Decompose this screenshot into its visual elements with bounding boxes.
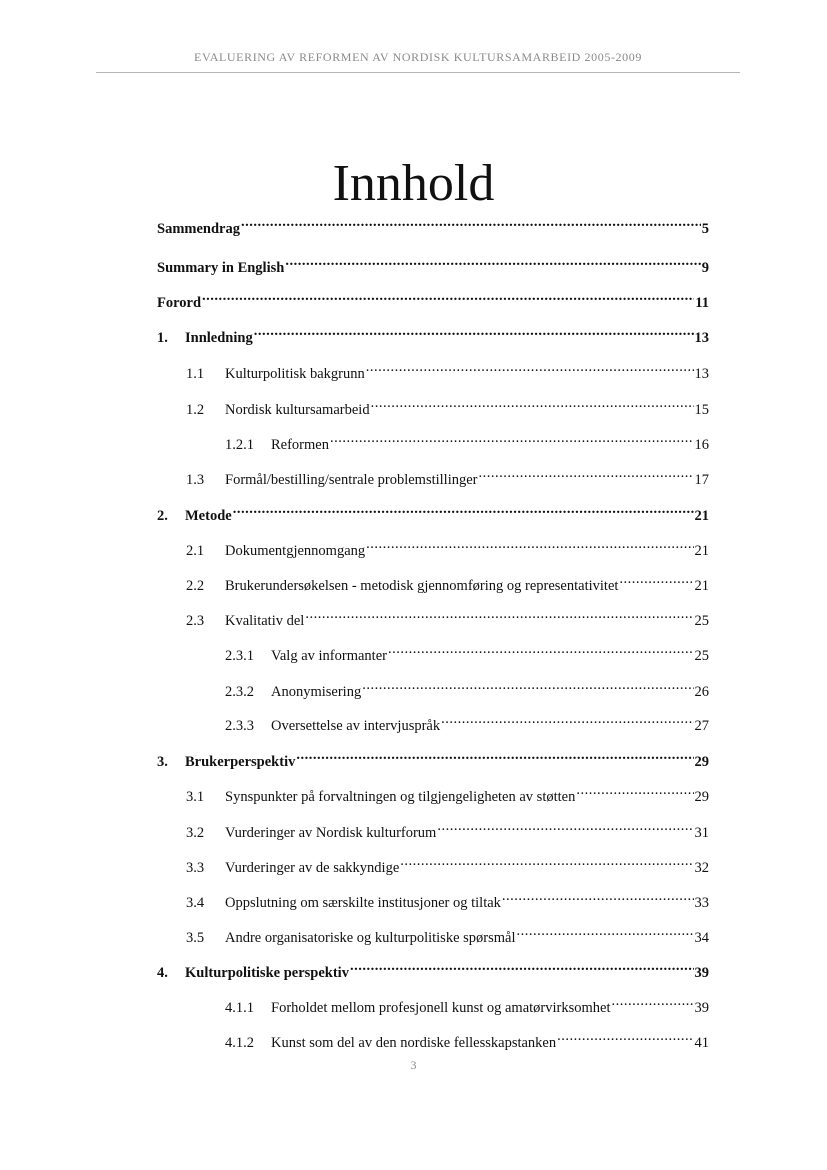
- toc-entry-title: Kvalitativ del: [225, 613, 305, 629]
- toc-dot-leader: [362, 674, 693, 696]
- toc-entry-title: Vurderinger av de sakkyndige: [225, 860, 400, 876]
- toc-entry-3-2[interactable]: [186, 815, 709, 841]
- toc-entry-page: 15: [694, 402, 709, 418]
- toc-entry-page: 25: [694, 648, 709, 664]
- toc-entry-number: 1.1: [186, 366, 205, 382]
- toc-entry-title: Forord: [157, 295, 202, 311]
- toc-entry-page: 29: [694, 789, 709, 805]
- toc-dot-leader: [366, 356, 694, 378]
- toc-entry-title: Vurderinger av Nordisk kulturforum: [225, 825, 437, 841]
- toc-entry-page: 39: [694, 965, 709, 981]
- toc-dot-leader: [400, 850, 693, 872]
- toc-entry-number: 1.2.1: [225, 437, 254, 453]
- toc-entry-2-3[interactable]: [186, 603, 709, 629]
- toc-entry-3-3[interactable]: [186, 850, 709, 876]
- toc-entry-2-1[interactable]: [186, 533, 709, 559]
- toc-entry-page: 11: [695, 295, 709, 311]
- toc-entry-title: Kulturpolitisk bakgrunn: [225, 366, 365, 382]
- toc-entry-title: Synspunkter på forvaltningen og tilgjengeligheten av støtten: [225, 789, 576, 805]
- toc-entry-page: 21: [694, 578, 709, 594]
- toc-entry-title: Formål/bestilling/sentrale problemstillinger: [225, 472, 478, 488]
- toc-entry-title: Summary in English: [157, 260, 285, 276]
- toc-entry-number: 2.1: [186, 543, 205, 559]
- toc-entry-number: 4.1.2: [225, 1035, 254, 1051]
- toc-dot-leader: [202, 285, 694, 307]
- toc-entry-page: 13: [694, 330, 709, 346]
- toc-dot-leader: [437, 815, 693, 837]
- toc-entry-number: 3.4: [186, 895, 205, 911]
- toc-entry-number: 3.1: [186, 789, 205, 805]
- toc-entry-number: 2.: [157, 508, 168, 524]
- toc-entry-title: Sammendrag: [157, 221, 240, 237]
- toc-entry-title: Brukerundersøkelsen - metodisk gjennomføring og representativitet: [225, 578, 619, 594]
- toc-entry-summary-in-english[interactable]: [157, 250, 709, 276]
- toc-dot-leader: [285, 250, 700, 272]
- toc-entry-number: 3.5: [186, 930, 205, 946]
- toc-dot-leader: [576, 779, 693, 801]
- toc-entry-title: Brukerperspektiv: [185, 754, 296, 770]
- toc-entry-number: 3.2: [186, 825, 205, 841]
- toc-entry-page: 29: [694, 754, 709, 770]
- toc-entry-1-2[interactable]: [186, 392, 709, 418]
- running-header: EVALUERING AV REFORMEN AV NORDISK KULTURSAMARBEID 2005-2009: [194, 50, 642, 64]
- toc-entry-4[interactable]: [157, 955, 709, 981]
- toc-dot-leader: [366, 533, 693, 555]
- toc-entry-page: 39: [694, 1000, 709, 1016]
- toc-entry-page: 5: [701, 221, 709, 237]
- toc-entry-title: Innledning: [185, 330, 253, 346]
- toc-entry-2-3-1[interactable]: [225, 638, 709, 664]
- toc-entry-title: Oppslutning om særskilte institusjoner og tiltak: [225, 895, 501, 911]
- toc-entry-page: 32: [694, 860, 709, 876]
- toc-entry-page: 13: [694, 366, 709, 382]
- toc-entry-number: 3.: [157, 754, 168, 770]
- toc-entry-3[interactable]: [157, 744, 709, 770]
- toc-entry-1-3[interactable]: [186, 462, 709, 488]
- toc-dot-leader: [557, 1025, 693, 1047]
- toc-entry-number: 4.: [157, 965, 168, 981]
- toc-entry-page: 21: [694, 508, 709, 524]
- page-title: Innhold: [332, 154, 495, 212]
- toc-entry-page: 33: [694, 895, 709, 911]
- toc-dot-leader: [517, 920, 694, 942]
- toc-entry-title: Dokumentgjennomgang: [225, 543, 366, 559]
- toc-entry-page: 16: [694, 437, 709, 453]
- toc-entry-1[interactable]: [157, 320, 709, 346]
- toc-entry-2-3-3[interactable]: [225, 708, 709, 734]
- toc-entry-number: 2.3.2: [225, 684, 254, 700]
- toc-entry-sammendrag[interactable]: [157, 211, 709, 237]
- toc-entry-title: Kunst som del av den nordiske fellesskapstanken: [271, 1035, 557, 1051]
- toc-entry-number: 4.1.1: [225, 1000, 254, 1016]
- toc-entry-3-5[interactable]: [186, 920, 709, 946]
- toc-entry-title: Forholdet mellom profesjonell kunst og amatørvirksomhet: [271, 1000, 611, 1016]
- toc-entry-number: 1.2: [186, 402, 205, 418]
- toc-entry-page: 27: [694, 718, 709, 734]
- toc-entry-2[interactable]: [157, 498, 709, 524]
- toc-entry-title: Andre organisatoriske og kulturpolitiske spørsmål: [225, 930, 516, 946]
- toc-entry-forord[interactable]: [157, 285, 709, 311]
- toc-entry-title: Reformen: [271, 437, 329, 453]
- toc-entry-page: 31: [694, 825, 709, 841]
- toc-dot-leader: [330, 427, 694, 449]
- toc-entry-page: 26: [694, 684, 709, 700]
- toc-dot-leader: [479, 462, 694, 484]
- toc-entry-number: 1.: [157, 330, 168, 346]
- toc-dot-leader: [233, 498, 694, 520]
- toc-entry-title: Kulturpolitiske perspektiv: [185, 965, 349, 981]
- toc-dot-leader: [612, 990, 694, 1012]
- toc-entry-1-2-1[interactable]: [225, 427, 709, 453]
- toc-entry-number: 2.2: [186, 578, 205, 594]
- toc-dot-leader: [296, 744, 693, 766]
- toc-dot-leader: [502, 885, 694, 907]
- toc-entry-page: 41: [694, 1035, 709, 1051]
- table-of-contents: [157, 0, 709, 1170]
- toc-entry-number: 1.3: [186, 472, 205, 488]
- toc-entry-1-1[interactable]: [186, 356, 709, 382]
- toc-dot-leader: [350, 955, 694, 977]
- toc-entry-number: 2.3.1: [225, 648, 254, 664]
- toc-entry-title: Anonymisering: [271, 684, 362, 700]
- toc-dot-leader: [441, 708, 693, 730]
- toc-entry-page: 34: [694, 930, 709, 946]
- toc-entry-title: Metode: [185, 508, 232, 524]
- toc-entry-2-3-2[interactable]: [225, 674, 709, 700]
- toc-entry-number: 3.3: [186, 860, 205, 876]
- toc-dot-leader: [388, 638, 694, 660]
- toc-entry-2-2[interactable]: [186, 568, 709, 594]
- toc-dot-leader: [241, 211, 701, 233]
- toc-entry-title: Oversettelse av intervjuspråk: [271, 718, 441, 734]
- toc-dot-leader: [305, 603, 693, 625]
- toc-entry-3-1[interactable]: [186, 779, 709, 805]
- toc-entry-page: 9: [701, 260, 709, 276]
- toc-entry-title: Nordisk kultursamarbeid: [225, 402, 370, 418]
- toc-entry-number: 2.3: [186, 613, 205, 629]
- toc-dot-leader: [254, 320, 694, 342]
- toc-entry-number: 2.3.3: [225, 718, 254, 734]
- toc-entry-4-1-1[interactable]: [225, 990, 709, 1016]
- toc-entry-title: Valg av informanter: [271, 648, 387, 664]
- page-number: 3: [410, 1058, 417, 1072]
- toc-dot-leader: [371, 392, 694, 414]
- toc-entry-4-1-2[interactable]: [225, 1025, 709, 1051]
- toc-entry-page: 17: [694, 472, 709, 488]
- toc-entry-page: 25: [694, 613, 709, 629]
- toc-entry-page: 21: [694, 543, 709, 559]
- toc-dot-leader: [619, 568, 693, 590]
- toc-entry-3-4[interactable]: [186, 885, 709, 911]
